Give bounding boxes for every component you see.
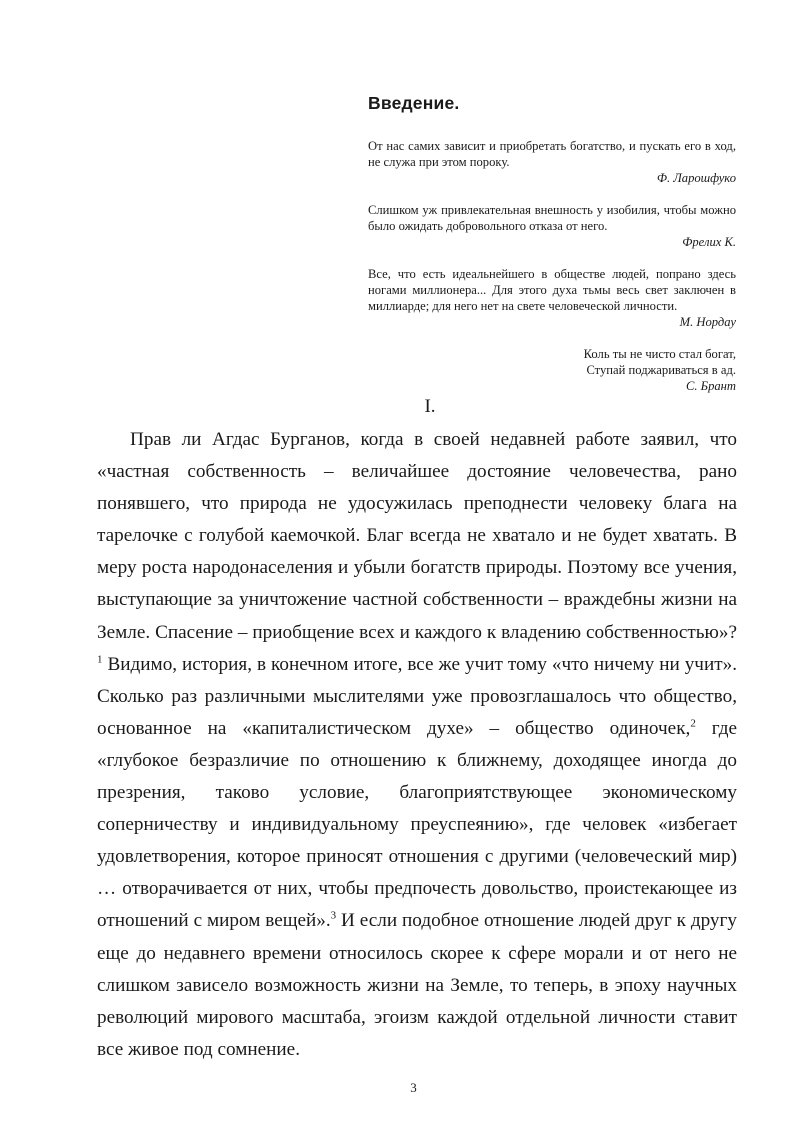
- epigraph-author: М. Нордау: [679, 315, 736, 329]
- epigraph: [368, 266, 736, 330]
- body-text-part: Прав ли Агдас Бурганов, когда в своей недавней работе заявил, что «частная собственность – величайшее достояние человечества, рано понявшего, что природа не удосужилась преподнести человеку блага на тарелочке с голубой каемочкой. Благ всегда не хватало и не будет хватать. В меру роста народонаселения и убыли богатств природы. Поэтому все учения, выступающие за уничтожение частной собственности – враждебны жизни на Земле. Спасение – приобщение всех и каждого к владению собственностью»?: [97, 429, 737, 643]
- epigraph-author: Фрелих К.: [682, 235, 736, 249]
- epigraph-text: От нас самих зависит и приобретать богатство, и пускать его в ход, не служа при этом пороку.: [368, 139, 736, 169]
- page-number: 3: [410, 1080, 417, 1095]
- verse-line: Коль ты не чисто стал богат,: [583, 347, 736, 361]
- epigraphs-block: [368, 138, 736, 410]
- epigraph: [368, 202, 736, 250]
- page-title: Введение.: [368, 93, 460, 113]
- body-text-part: Видимо, история, в конечном итоге, все же учит тому «что ничему ни учит». Сколько раз различными мыслителями уже провозглашалось что общество, основанное на «капиталистическом духе» – общество одиночек,: [97, 653, 737, 739]
- body-text-part: где «глубокое безразличие по отношению к ближнему, доходящее иногда до презрения, таково условие, благоприятствующее экономическому соперничеству и индивидуальному преуспеянию», где человек «избегает удовлетворения, которое приносят отношения с другими (человеческий мир) … отворачивается от них, чтобы предпочесть довольство, проистекающее из отношений с миром вещей».: [97, 717, 737, 932]
- epigraph-author: Ф. Ларошфуко: [656, 171, 736, 185]
- epigraph: [368, 138, 736, 186]
- section-number: I.: [424, 396, 436, 417]
- epigraph-verse: [368, 346, 736, 394]
- footnote-marker: 2: [690, 717, 696, 730]
- epigraph-text: Все, что есть идеальнейшего в обществе людей, попрано здесь ногами миллионера... Для этого духа тьмы весь свет заключен в миллиарде; для него нет на свете человеческой личности.: [368, 267, 736, 313]
- footnote-marker: 1: [97, 653, 103, 666]
- epigraph-text: Слишком уж привлекательная внешность у изобилия, чтобы можно было ожидать добровольного отказа от него.: [368, 203, 736, 233]
- footnote-marker: 3: [330, 910, 337, 923]
- verse-line: Ступай поджариваться в ад.: [586, 363, 736, 377]
- body-paragraph: [97, 424, 737, 1066]
- body-text-part: И если подобное отношение людей друг к другу еще до недавнего времени относилось скорее к сфере морали и от него не слишком зависело возможность жизни на Земле, то теперь, в эпоху научных революций мирового масштаба, эгоизм каждой отдельной личности ставит все живое под сомнение.: [97, 910, 737, 1060]
- epigraph-author: С. Брант: [685, 379, 736, 393]
